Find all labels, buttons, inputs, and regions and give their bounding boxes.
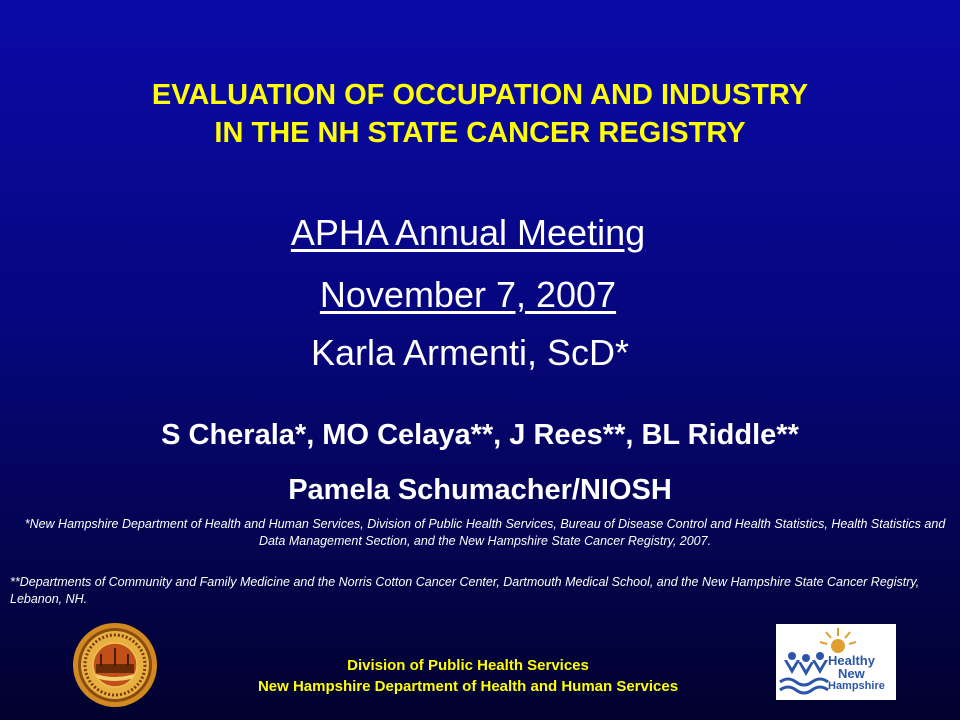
healthy-new-hampshire-logo [776,624,896,700]
footnote-affiliation-1: *New Hampshire Department of Health and Human Services, Division of Public Health Services, Bureau of Disease Control and Health Statistics, Health Statistics and Data Management Section, and the New Hampshire State Cancer Registry, 2007. [24,517,946,548]
slide-title [0,76,960,152]
logo-word-new: New [838,666,865,681]
meeting-date: November 7, 2007 [319,274,617,315]
meeting-name: APHA Annual Meeting [290,212,646,253]
nh-state-seal-icon [72,622,158,708]
title-line-1: EVALUATION OF OCCUPATION AND INDUSTRY [151,79,809,111]
logo-word-hampshire: Hampshire [828,680,885,692]
footnote-affiliation-2: **Departments of Community and Family Medicine and the Norris Cotton Cancer Center, Dartmouth Medical School, and the New Hampshire State Cancer Registry, Lebanon, NH. [10,575,920,606]
footer-line-2: New Hampshire Department of Health and Human Services [257,678,679,695]
logo-word-healthy: Healthy [828,653,875,668]
niosh-author: Pamela Schumacher/NIOSH [288,474,672,506]
title-line-2: IN THE NH STATE CANCER REGISTRY [214,117,746,149]
footer-line-1: Division of Public Health Services [347,657,589,674]
presenter-name: Karla Armenti, ScD* [310,332,630,373]
coauthors: S Cherala*, MO Celaya**, J Rees**, BL Riddle** [161,419,799,451]
